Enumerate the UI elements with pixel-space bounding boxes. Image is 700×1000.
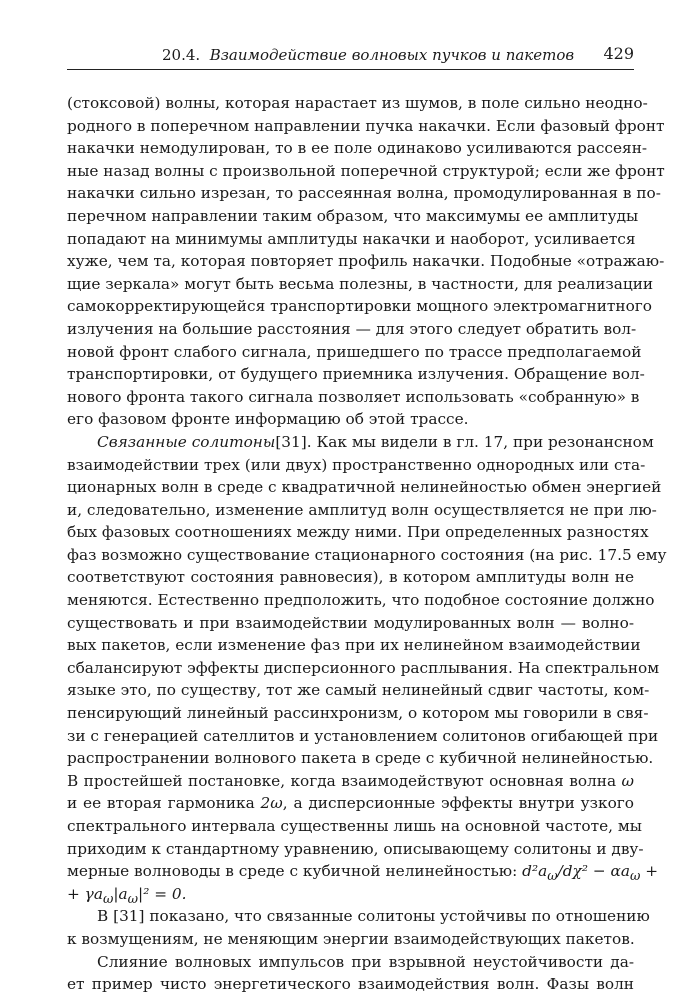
- text-line: ные назад волны с произвольной поперечной структурой; если же фронт: [67, 161, 665, 180]
- page-body: [67, 92, 667, 996]
- text-line: нового фронта такого сигнала позволяет использовать «собранную» в: [67, 387, 640, 406]
- text-line: самокорректирующейся транспортировки мощного электромагнитного: [67, 297, 653, 316]
- text-line: ционарных волн в среде с квадратичной нелинейностью обмен энергией: [67, 478, 662, 497]
- text-line: (стоксовой) волны, которая нарастает из шумов, в поле сильно неодно-: [67, 94, 648, 112]
- text-line-with-math: [67, 792, 634, 815]
- section-number: 20.4.: [162, 46, 201, 64]
- text-fragment: [31]. Как мы видели в гл. 17, при резонансном: [275, 432, 654, 451]
- equation-part: $d^2a_\omega$/dχ² − $\alpha a_\omega$ +: [522, 862, 659, 885]
- equation-continuation: [67, 883, 634, 906]
- text-line: излучения на большие расстояния — для этого следует обратить вол-: [67, 319, 637, 338]
- text-line: к возмущениям, не меняющим энергии взаимодействующих пакетов.: [67, 929, 635, 948]
- text-line: новой фронт слабого сигнала, пришедшего по трассе предполагаемой: [67, 342, 642, 361]
- text-line: накачки немодулирован, то в ее поле одинаково усиливаются рассеян-: [67, 139, 648, 158]
- text-line: и, следовательно, изменение амплитуд волн осуществляется не при лю-: [67, 500, 657, 519]
- text-line: меняются. Естественно предположить, что подобное состояние должно: [67, 591, 655, 610]
- text-line: В [31] показано, что связанные солитоны устойчивы по отношению: [97, 907, 650, 926]
- text-line: транспортировки, от будущего приемника излучения. Обращение вол-: [67, 365, 645, 384]
- text-line: бых фазовых соотношениях между ними. При определенных разностях: [67, 523, 649, 542]
- text-line: зи с генерацией сателлитов и установлением солитонов огибающей при: [67, 726, 659, 745]
- text-line: попадают на минимумы амплитуды накачки и наоборот, усиливается: [67, 229, 636, 248]
- text-fragment: и ее вторая гармоника: [67, 794, 255, 813]
- section-heading: [162, 46, 574, 64]
- text-line-with-equation: [67, 860, 659, 885]
- math-omega: ω: [621, 771, 634, 790]
- text-line: Слияние волновых импульсов при взрывной неустойчивости да-: [97, 952, 634, 971]
- text-fragment: мерные волноводы в среде с кубичной нелинейностью:: [67, 862, 518, 881]
- text-line: распространении волнового пакета в среде с кубичной нелинейностью.: [67, 749, 654, 768]
- text-line: фаз возможно существование стационарного состояния (на рис. 17.5 ему: [67, 545, 667, 564]
- text-line: перечном направлении таким образом, что максимумы ее амплитуды: [67, 206, 639, 225]
- paragraph-lead-line: [67, 431, 654, 454]
- math-two-omega: 2ω: [260, 794, 283, 813]
- text-fragment: , а дисперсионные эффекты внутри узкого: [282, 794, 635, 813]
- text-line: языке это, по существу, тот же самый нелинейный сдвиг частоты, ком-: [67, 681, 650, 700]
- section-title: Взаимодействие волновых пучков и пакетов: [209, 46, 575, 64]
- text-line: накачки сильно изрезан, то рассеянная волна, промодулированная в по-: [67, 184, 661, 203]
- text-line: пенсирующий линейный рассинхронизм, о котором мы говорили в свя-: [67, 704, 649, 723]
- text-line: хуже, чем та, которая повторяет профиль накачки. Подобные «отражаю-: [67, 252, 665, 271]
- text-line: вых пакетов, если изменение фаз при их нелинейном взаимодействии: [67, 636, 641, 655]
- running-header: [67, 43, 634, 70]
- text-line: приходим к стандартному уравнению, описывающему солитоны и дву-: [67, 839, 644, 858]
- text-line: сбалансируют эффекты дисперсионного расплывания. На спектральном: [67, 658, 660, 677]
- text-line: его фазовом фронте информацию об этой трассе.: [67, 410, 469, 429]
- italic-lead: Связанные солитоны: [97, 432, 276, 451]
- text-line: существовать и при взаимодействии модулированных волн — волно-: [67, 613, 634, 632]
- text-line: спектрального интервала существенны лишь на основной частоте, мы: [67, 817, 642, 835]
- page-number: 429: [603, 44, 634, 63]
- equation-part: + $\gamma a_\omega|a_\omega|^2 = 0$.: [67, 884, 187, 907]
- text-line: ет пример чисто энергетического взаимодействия волн. Фазы волн: [67, 975, 634, 994]
- text-line-with-math: [67, 770, 634, 793]
- text-fragment: В простейшей постановке, когда взаимодействуют основная волна: [67, 771, 617, 790]
- text-line: соответствуют состояния равновесия), в котором амплитуды волн не: [67, 568, 634, 587]
- text-line: взаимодействии трех (или двух) пространственно однородных или ста-: [67, 455, 646, 474]
- text-line: родного в поперечном направлении пучка накачки. Если фазовый фронт: [67, 116, 665, 135]
- text-line: щие зеркала» могут быть весьма полезны, в частности, для реализации: [67, 274, 654, 293]
